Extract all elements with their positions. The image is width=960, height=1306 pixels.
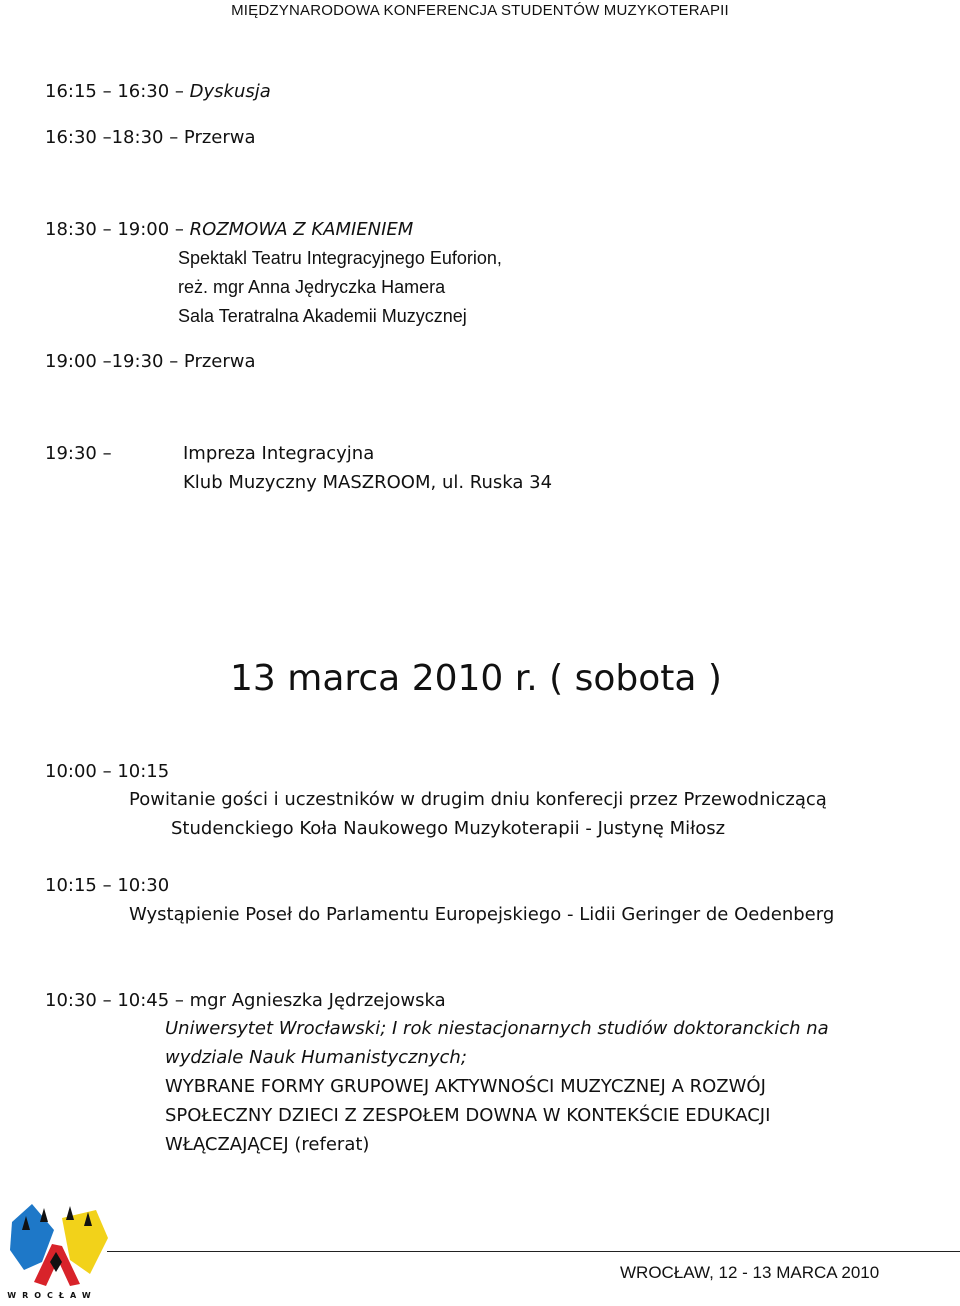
wroclaw-logo (4, 1200, 112, 1304)
event-detail: Spektakl Teatru Integracyjnego Euforion, (178, 248, 502, 268)
session-description (129, 903, 834, 927)
speaker-affiliation: Uniwersytet Wrocławski; I rok niestacjonarnych studiów doktoranckich na (165, 1018, 829, 1039)
event-time: 16:15 – 16:30 – (45, 81, 190, 102)
talk-title: SPOŁECZNY DZIECI Z ZESPOŁEM DOWNA W KONTEKŚCIE EDUKACJI (165, 1105, 771, 1126)
event-break: 16:30 –18:30 – Przerwa (45, 127, 256, 148)
session-time: 10:00 – 10:15 (45, 761, 170, 782)
session-description-text: Wystąpienie Poseł do Parlamentu Europejskiego - (129, 904, 580, 925)
footer-divider (107, 1251, 960, 1252)
talk-title: WŁĄCZAJĄCEJ (referat) (165, 1134, 370, 1155)
speaker-name: Justynę Miłosz (597, 818, 726, 839)
logo-caption: WROCŁAW (7, 1291, 97, 1300)
talk-title: WYBRANE FORMY GRUPOWEJ AKTYWNOŚCI MUZYCZNEJ A ROZWÓJ (165, 1076, 766, 1097)
speaker-name: Lidii Geringer de Oedenberg (579, 904, 835, 925)
footer-text: WROCŁAW, 12 - 13 MARCA 2010 (620, 1263, 880, 1282)
event-title: Dyskusja (189, 81, 271, 102)
page-header: MIĘDZYNARODOWA KONFERENCJA STUDENTÓW MUZYKOTERAPII (231, 2, 729, 19)
event-performance (45, 218, 413, 242)
session-time: 10:15 – 10:30 (45, 875, 170, 896)
event-title: Impreza Integracyjna (183, 443, 375, 464)
session-description: Powitanie gości i uczestników w drugim dniu konferecji przez Przewodniczącą (129, 789, 827, 810)
session-description-text: Studenckiego Koła Naukowego Muzykoterapii - (171, 818, 598, 839)
speaker-name: mgr Agnieszka Jędrzejowska (189, 990, 446, 1011)
session-description (171, 817, 725, 841)
speaker-affiliation: wydziale Nauk Humanistycznych; (165, 1047, 467, 1068)
event-detail: Sala Teratralna Akademii Muzycznej (178, 306, 467, 326)
event-detail: reż. mgr Anna Jędryczka Hamera (178, 277, 446, 297)
event-break: 19:00 –19:30 – Przerwa (45, 351, 256, 372)
event-discussion (45, 80, 271, 104)
day-heading: 13 marca 2010 r. ( sobota ) (230, 658, 722, 699)
event-time: 19:30 – (45, 443, 112, 464)
session-time: 10:30 – 10:45 – (45, 990, 190, 1011)
event-title: ROZMOWA Z KAMIENIEM (189, 219, 414, 240)
session-talk (45, 989, 446, 1013)
event-detail: Klub Muzyczny MASZROOM, ul. Ruska 34 (183, 472, 553, 493)
event-time: 18:30 – 19:00 – (45, 219, 190, 240)
